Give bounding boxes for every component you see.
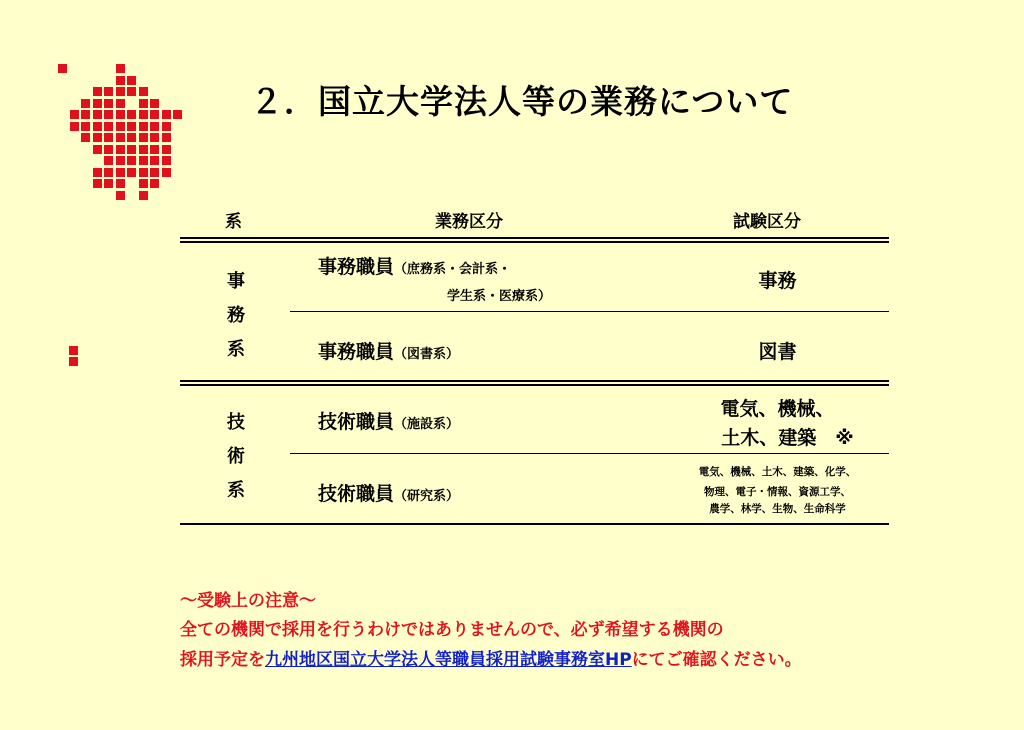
table-rule-bottom xyxy=(180,523,889,525)
notice-heading: ～受験上の注意～ xyxy=(180,591,316,611)
map-pixel xyxy=(139,122,148,131)
row-exam-line: 土木、建築 ※ xyxy=(721,427,854,449)
map-pixel xyxy=(69,357,78,366)
map-pixel xyxy=(93,122,102,131)
map-pixel xyxy=(104,110,113,119)
map-pixel xyxy=(116,179,125,188)
map-pixel xyxy=(162,156,171,165)
map-pixel xyxy=(116,99,125,108)
map-pixel xyxy=(93,145,102,154)
table-row-divider xyxy=(290,453,889,454)
row-main-label: 技術職員 xyxy=(318,411,395,433)
map-pixel xyxy=(150,168,159,177)
table-group-rule-2 xyxy=(180,384,889,386)
map-pixel xyxy=(116,168,125,177)
map-pixel xyxy=(104,133,113,142)
office-hp-link[interactable]: 九州地区国立大学法人等職員採用試験事務室HP xyxy=(265,650,632,670)
map-pixel xyxy=(139,87,148,96)
notice-prefix: 採用予定を xyxy=(180,650,265,670)
map-pixel xyxy=(127,145,136,154)
map-pixel xyxy=(116,110,125,119)
map-pixel xyxy=(93,133,102,142)
map-pixel xyxy=(127,76,136,85)
map-pixel xyxy=(162,145,171,154)
map-pixel xyxy=(139,156,148,165)
map-pixel xyxy=(150,156,159,165)
table-row xyxy=(318,252,511,279)
kyushu-map-logo xyxy=(0,0,200,370)
map-pixel xyxy=(150,133,159,142)
map-pixel xyxy=(139,191,148,200)
map-pixel xyxy=(139,145,148,154)
map-pixel xyxy=(173,110,182,119)
row-sub-label: （施設系） xyxy=(394,417,460,432)
map-pixel xyxy=(69,346,78,355)
map-pixel xyxy=(70,110,79,119)
map-pixel xyxy=(116,156,125,165)
map-pixel xyxy=(150,122,159,131)
row-exam-line: 電気、機械、 xyxy=(720,398,835,420)
map-pixel xyxy=(70,122,79,131)
map-pixel xyxy=(139,168,148,177)
map-pixel xyxy=(116,76,125,85)
table-row xyxy=(318,337,459,364)
map-pixel xyxy=(116,191,125,200)
map-pixel xyxy=(162,122,171,131)
map-pixel xyxy=(116,87,125,96)
map-pixel xyxy=(127,133,136,142)
header-shiken: 試験区分 xyxy=(733,212,801,232)
map-pixel xyxy=(162,110,171,119)
map-pixel xyxy=(162,168,171,177)
group-label-char: 技 xyxy=(227,412,245,433)
map-pixel xyxy=(150,99,159,108)
row-sub-label: （図書系） xyxy=(394,347,460,362)
map-pixel xyxy=(150,179,159,188)
map-pixel xyxy=(58,64,67,73)
page-title: ２．国立大学法人等の業務について xyxy=(250,82,794,121)
map-pixel xyxy=(127,87,136,96)
row-main-label: 事務職員 xyxy=(318,256,395,278)
notice-suffix: にてご確認ください。 xyxy=(631,650,802,670)
group-label-gijutsu xyxy=(224,406,248,508)
map-pixel xyxy=(104,87,113,96)
map-pixel xyxy=(81,122,90,131)
map-pixel xyxy=(104,179,113,188)
map-pixel xyxy=(139,110,148,119)
row-exam-line: 物理、電子・情報、資源工学、 xyxy=(704,486,851,498)
map-pixel xyxy=(127,156,136,165)
row-sub-label: （研究系） xyxy=(394,489,460,504)
map-pixel xyxy=(116,145,125,154)
table-group-rule xyxy=(180,380,889,382)
table-rule-top xyxy=(180,237,889,239)
row-main-label: 技術職員 xyxy=(318,483,395,505)
group-label-char: 務 xyxy=(227,305,245,326)
table-row xyxy=(318,407,459,434)
map-pixel xyxy=(104,156,113,165)
row-exam-line: 電気、機械、土木、建築、化学、 xyxy=(698,466,857,478)
row-main-label: 事務職員 xyxy=(318,341,395,363)
group-label-jimu xyxy=(224,265,248,367)
map-pixel xyxy=(116,133,125,142)
map-pixel xyxy=(93,168,102,177)
table-row-divider xyxy=(290,311,889,312)
map-pixel xyxy=(104,122,113,131)
map-pixel xyxy=(81,110,90,119)
map-pixel xyxy=(116,64,125,73)
map-pixel xyxy=(139,133,148,142)
map-pixel xyxy=(104,168,113,177)
map-pixel xyxy=(81,133,90,142)
map-pixel xyxy=(93,179,102,188)
row-exam: 図書 xyxy=(758,341,797,363)
row-sub-label-2: 学生系・医療系） xyxy=(447,289,552,304)
map-pixel xyxy=(139,99,148,108)
map-pixel xyxy=(104,145,113,154)
map-pixel xyxy=(104,99,113,108)
notice-line-1: 全ての機関で採用を行うわけではありませんので、必ず希望する機関の xyxy=(180,620,724,640)
header-kei: 系 xyxy=(225,212,242,232)
row-exam-line: 農学、林学、生物、生命科学 xyxy=(709,503,846,515)
map-pixel xyxy=(127,122,136,131)
map-pixel xyxy=(162,133,171,142)
map-pixel xyxy=(116,122,125,131)
map-pixel xyxy=(150,145,159,154)
row-sub-label: （庶務系・会計系・ xyxy=(394,262,512,277)
group-label-char: 系 xyxy=(227,480,245,501)
map-pixel xyxy=(150,110,159,119)
row-exam: 事務 xyxy=(758,270,797,292)
group-label-char: 事 xyxy=(227,271,245,292)
table-row xyxy=(318,479,459,506)
table-rule-top-2 xyxy=(180,241,889,243)
map-pixel xyxy=(139,179,148,188)
map-pixel xyxy=(81,99,90,108)
group-label-char: 系 xyxy=(227,339,245,360)
map-pixel xyxy=(127,110,136,119)
notice-line-2 xyxy=(180,645,802,670)
header-gyomu: 業務区分 xyxy=(435,212,503,232)
map-pixel xyxy=(127,168,136,177)
map-pixel xyxy=(93,99,102,108)
group-label-char: 術 xyxy=(227,446,245,467)
map-pixel xyxy=(93,87,102,96)
map-pixel xyxy=(93,110,102,119)
